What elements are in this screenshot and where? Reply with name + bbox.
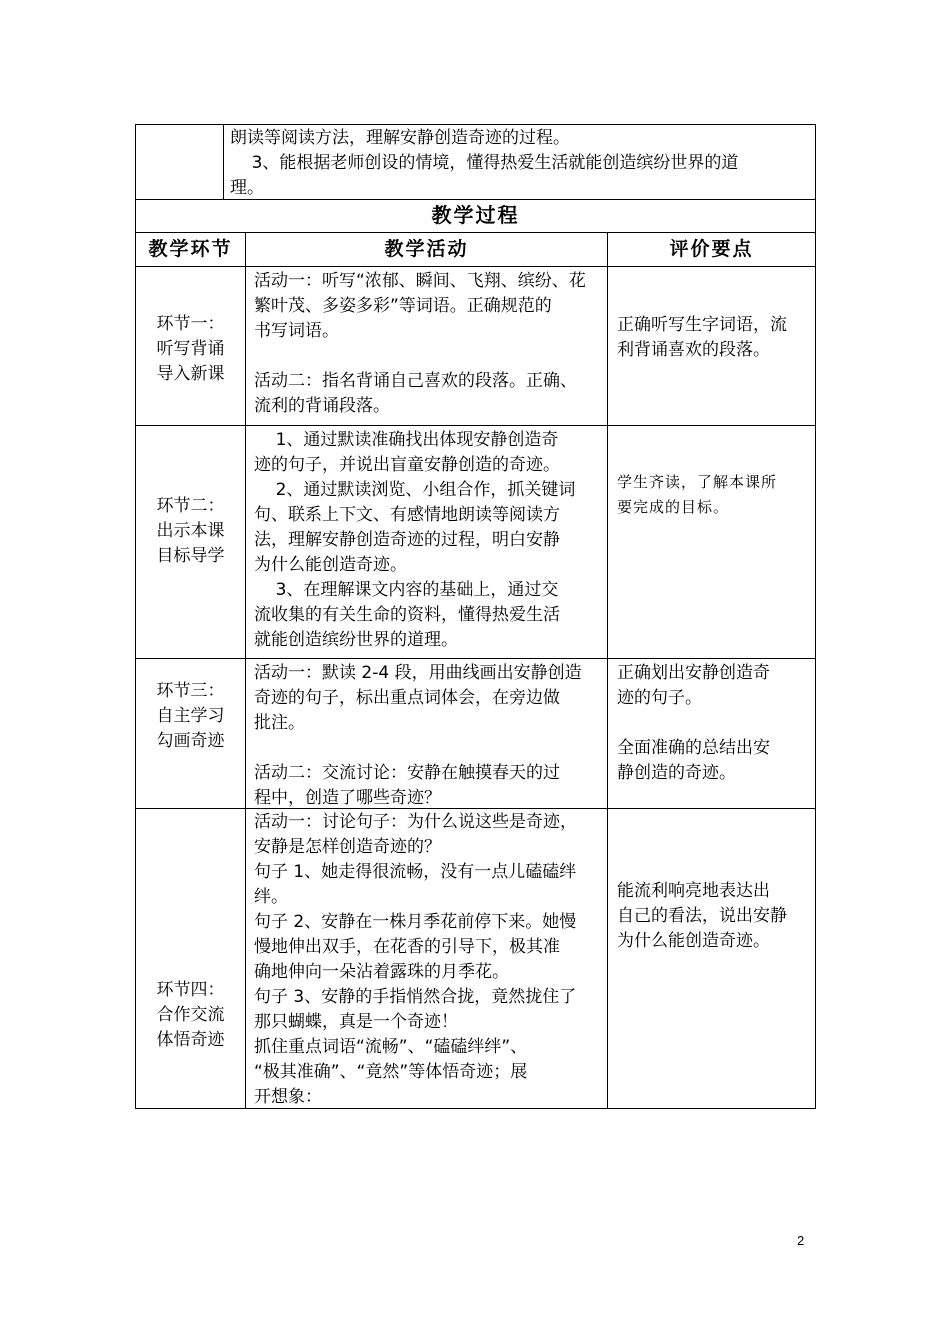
activity-line: 抓住重点词语“流畅”、“磕磕绊绊”、 bbox=[254, 1037, 528, 1057]
activity-line: 活动一：默读 2-4 段，用曲线画出安静创造 bbox=[254, 663, 582, 683]
activity-line: 活动一：讨论句子：为什么说这些是奇迹， bbox=[254, 812, 577, 832]
activity-line: 句、联系上下文、有感情地朗读等阅读方 bbox=[254, 505, 560, 525]
activity-line: 流利的背诵段落。 bbox=[254, 396, 390, 416]
objectives-line: 3、能根据老师创设的情境，懂得热爱生活就能创造缤纷世界的道 bbox=[230, 153, 739, 173]
eval-line: 学生齐读，了解本课所 bbox=[617, 473, 778, 491]
activity-line: 1、通过默读准确找出体现安静创造奇 bbox=[254, 430, 559, 450]
activity-line: 为什么能创造奇迹。 bbox=[254, 555, 407, 575]
eval-cell bbox=[617, 661, 815, 786]
activity-line: 活动二：指名背诵自己喜欢的段落。正确、 bbox=[254, 371, 577, 391]
header-eval: 评价要点 bbox=[669, 238, 754, 260]
activity-line: 就能创造缤纷世界的道理。 bbox=[254, 630, 458, 650]
table-row bbox=[136, 659, 815, 808]
activity-line: 程中，创造了哪些奇迹？ bbox=[254, 788, 441, 808]
eval-line: 利背诵喜欢的段落。 bbox=[617, 340, 770, 360]
activity-line: 法，理解安静创造奇迹的过程，明白安静 bbox=[254, 530, 560, 550]
activity-line: 句子 1、她走得很流畅，没有一点儿磕磕绊 bbox=[254, 862, 577, 882]
activity-line: 2、通过默读浏览、小组合作，抓关键词 bbox=[254, 480, 576, 500]
activity-line: 迹的句子，并说出盲童安静创造的奇迹。 bbox=[254, 455, 560, 475]
activity-line: 安静是怎样创造奇迹的？ bbox=[254, 837, 441, 857]
activity-cell bbox=[254, 269, 609, 419]
activity-line: 活动二：交流讨论：安静在触摸春天的过 bbox=[254, 763, 560, 783]
objectives-continuation bbox=[230, 126, 814, 201]
eval-line bbox=[617, 711, 815, 736]
activity-line bbox=[254, 344, 609, 369]
eval-cell bbox=[617, 313, 815, 363]
eval-line: 静创造的奇迹。 bbox=[617, 763, 736, 783]
eval-line: 要完成的目标。 bbox=[617, 498, 730, 516]
section-title: 教学过程 bbox=[431, 203, 520, 227]
header-stage: 教学环节 bbox=[148, 238, 233, 260]
eval-cell bbox=[617, 470, 815, 520]
eval-line: 正确听写生字词语，流 bbox=[617, 315, 787, 335]
objectives-line: 理。 bbox=[230, 178, 264, 198]
page-number: 2 bbox=[797, 1233, 805, 1248]
stage-cell: 环节三： 自主学习 勾画奇迹 bbox=[156, 681, 225, 751]
eval-line: 能流利响亮地表达出 bbox=[617, 881, 770, 901]
activity-line: 句子 3、安静的手指悄然合拢，竟然拢住了 bbox=[254, 987, 577, 1007]
table-row bbox=[136, 809, 815, 1108]
activity-line bbox=[254, 736, 609, 761]
activity-line: 开想象： bbox=[254, 1087, 322, 1107]
eval-line: 正确划出安静创造奇 bbox=[617, 663, 770, 683]
eval-cell bbox=[617, 879, 815, 954]
activity-cell bbox=[254, 428, 609, 653]
activity-line: 书写词语。 bbox=[254, 321, 339, 341]
table-row bbox=[136, 267, 815, 425]
eval-line: 全面准确的总结出安 bbox=[617, 738, 770, 758]
activity-line: 慢地伸出双手，在花香的引导下，极其准 bbox=[254, 937, 560, 957]
eval-line: 为什么能创造奇迹。 bbox=[617, 931, 770, 951]
eval-line: 自己的看法，说出安静 bbox=[617, 906, 787, 926]
activity-line: 流收集的有关生命的资料，懂得热爱生活 bbox=[254, 605, 560, 625]
stage-cell: 环节四： 合作交流 体悟奇迹 bbox=[156, 980, 225, 1050]
activity-line: 那只蝴蝶，真是一个奇迹！ bbox=[254, 1012, 458, 1032]
activity-cell bbox=[254, 810, 609, 1110]
activity-line: 奇迹的句子，标出重点词体会，在旁边做 bbox=[254, 688, 560, 708]
activity-line: 句子 2、安静在一株月季花前停下来。她慢 bbox=[254, 912, 577, 932]
stage-cell: 环节二： 出示本课 目标导学 bbox=[156, 496, 225, 566]
activity-line: 3、在理解课文内容的基础上，通过交 bbox=[254, 580, 559, 600]
objectives-line: 朗读等阅读方法，理解安静创造奇迹的过程。 bbox=[230, 128, 570, 148]
stage-cell: 环节一： 听写背诵 导入新课 bbox=[156, 314, 225, 384]
activity-line: 确地伸向一朵沾着露珠的月季花。 bbox=[254, 962, 509, 982]
activity-line: 活动一：听写“浓郁、瞬间、飞翔、缤纷、花 bbox=[254, 271, 586, 291]
activity-line: “极其准确”、“竟然”等体悟奇迹；展 bbox=[254, 1062, 528, 1082]
activity-cell bbox=[254, 661, 609, 811]
table-row bbox=[136, 426, 815, 658]
activity-line: 批注。 bbox=[254, 713, 305, 733]
eval-line: 迹的句子。 bbox=[617, 688, 702, 708]
activity-line: 繁叶茂、多姿多彩”等词语。正确规范的 bbox=[254, 296, 552, 316]
activity-line: 绊。 bbox=[254, 887, 288, 907]
header-activity: 教学活动 bbox=[384, 238, 469, 260]
